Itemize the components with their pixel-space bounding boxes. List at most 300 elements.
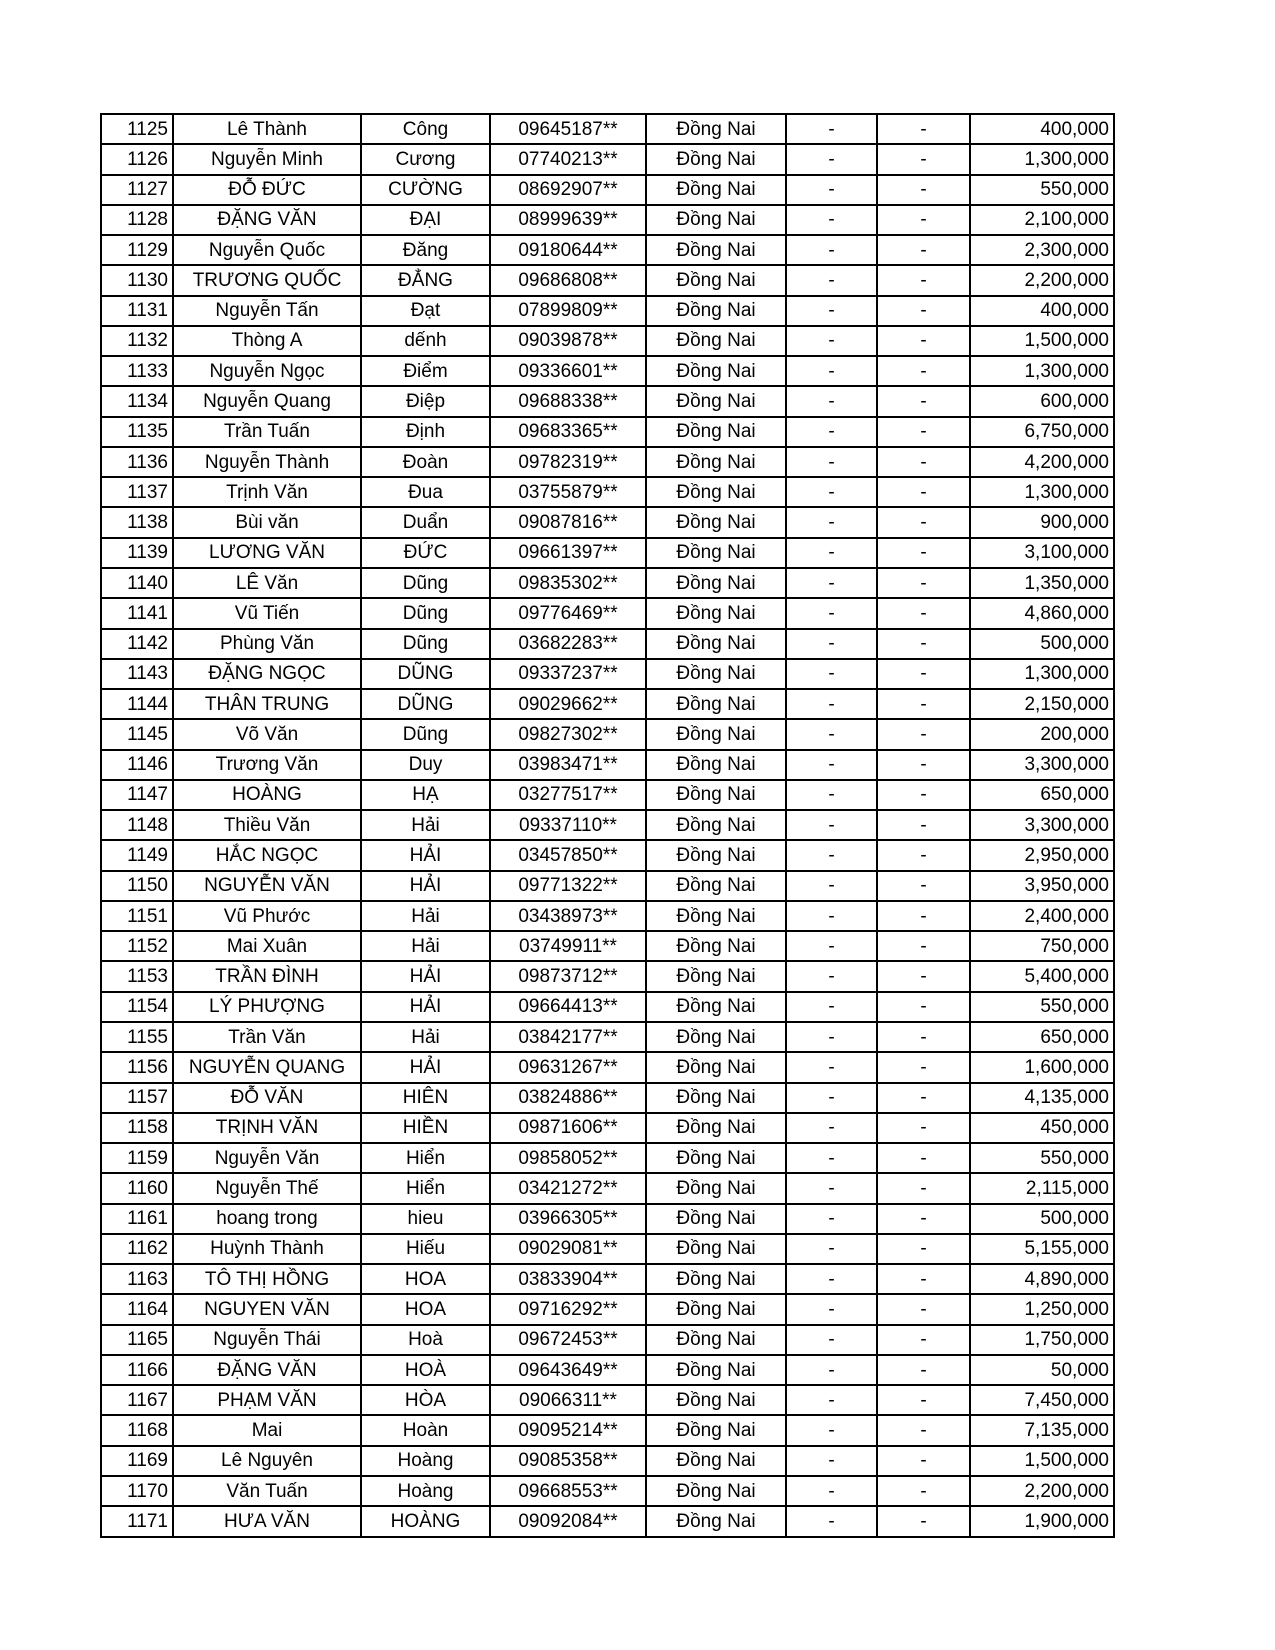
cell-dash-2: - [877, 265, 970, 295]
cell-ten: Duy [361, 750, 490, 780]
cell-province: Đồng Nai [646, 961, 786, 991]
cell-stt: 1149 [101, 840, 173, 870]
table-row [101, 417, 1114, 447]
cell-dash-1: - [786, 1385, 877, 1415]
cell-phone: 09835302** [490, 568, 646, 598]
cell-province: Đồng Nai [646, 296, 786, 326]
cell-dash-1: - [786, 568, 877, 598]
cell-amount: 50,000 [970, 1355, 1114, 1385]
cell-dash-1: - [786, 1113, 877, 1143]
cell-dash-2: - [877, 1385, 970, 1415]
cell-ho-dem: Phùng Văn [173, 629, 361, 659]
cell-province: Đồng Nai [646, 1476, 786, 1506]
cell-amount: 4,860,000 [970, 598, 1114, 628]
cell-stt: 1163 [101, 1264, 173, 1294]
cell-dash-2: - [877, 568, 970, 598]
cell-amount: 500,000 [970, 629, 1114, 659]
cell-ten: dếnh [361, 326, 490, 356]
table-row [101, 1294, 1114, 1324]
cell-province: Đồng Nai [646, 175, 786, 205]
cell-dash-2: - [877, 931, 970, 961]
cell-phone: 03457850** [490, 840, 646, 870]
cell-dash-2: - [877, 175, 970, 205]
cell-stt: 1138 [101, 507, 173, 537]
cell-dash-1: - [786, 961, 877, 991]
table-row [101, 175, 1114, 205]
cell-ten: HIỀN [361, 1113, 490, 1143]
cell-amount: 650,000 [970, 1022, 1114, 1052]
table-row [101, 144, 1114, 174]
cell-ho-dem: HẮC NGỌC [173, 840, 361, 870]
cell-ten: Đua [361, 477, 490, 507]
cell-phone: 09180644** [490, 235, 646, 265]
cell-stt: 1131 [101, 296, 173, 326]
cell-dash-2: - [877, 1355, 970, 1385]
cell-ho-dem: Nguyễn Thành [173, 447, 361, 477]
cell-dash-2: - [877, 901, 970, 931]
cell-dash-2: - [877, 719, 970, 749]
cell-dash-2: - [877, 1173, 970, 1203]
cell-dash-2: - [877, 296, 970, 326]
cell-phone: 09336601** [490, 356, 646, 386]
cell-phone: 09873712** [490, 961, 646, 991]
table-row [101, 1234, 1114, 1264]
cell-ho-dem: Nguyễn Quang [173, 386, 361, 416]
cell-amount: 550,000 [970, 175, 1114, 205]
cell-amount: 1,500,000 [970, 326, 1114, 356]
cell-province: Đồng Nai [646, 1294, 786, 1324]
cell-phone: 09683365** [490, 417, 646, 447]
cell-amount: 550,000 [970, 992, 1114, 1022]
cell-province: Đồng Nai [646, 598, 786, 628]
cell-amount: 2,200,000 [970, 265, 1114, 295]
cell-ten: ĐỨC [361, 538, 490, 568]
cell-dash-1: - [786, 326, 877, 356]
cell-phone: 09095214** [490, 1415, 646, 1445]
cell-phone: 09643649** [490, 1355, 646, 1385]
cell-dash-1: - [786, 1264, 877, 1294]
table-row [101, 296, 1114, 326]
cell-amount: 2,950,000 [970, 840, 1114, 870]
cell-amount: 1,300,000 [970, 144, 1114, 174]
cell-stt: 1170 [101, 1476, 173, 1506]
cell-ten: Hải [361, 931, 490, 961]
cell-ho-dem: Nguyễn Thái [173, 1325, 361, 1355]
cell-ten: HÒA [361, 1385, 490, 1415]
cell-ten: Hoàn [361, 1415, 490, 1445]
cell-ho-dem: HƯA VĂN [173, 1506, 361, 1537]
cell-dash-1: - [786, 1204, 877, 1234]
cell-dash-1: - [786, 1446, 877, 1476]
cell-ho-dem: Huỳnh Thành [173, 1234, 361, 1264]
cell-dash-2: - [877, 1415, 970, 1445]
cell-province: Đồng Nai [646, 1385, 786, 1415]
cell-ho-dem: HOÀNG [173, 780, 361, 810]
cell-ho-dem: NGUYEN VĂN [173, 1294, 361, 1324]
cell-ten: Duẩn [361, 507, 490, 537]
cell-province: Đồng Nai [646, 235, 786, 265]
cell-dash-2: - [877, 205, 970, 235]
cell-amount: 1,300,000 [970, 659, 1114, 689]
table-row [101, 659, 1114, 689]
cell-phone: 09771322** [490, 871, 646, 901]
cell-ten: Dũng [361, 719, 490, 749]
cell-ho-dem: Trịnh Văn [173, 477, 361, 507]
cell-stt: 1146 [101, 750, 173, 780]
cell-ten: Hải [361, 901, 490, 931]
cell-province: Đồng Nai [646, 114, 786, 144]
cell-amount: 550,000 [970, 1143, 1114, 1173]
cell-stt: 1167 [101, 1385, 173, 1415]
cell-stt: 1140 [101, 568, 173, 598]
cell-dash-2: - [877, 1446, 970, 1476]
cell-ho-dem: Mai Xuân [173, 931, 361, 961]
table-row [101, 1173, 1114, 1203]
cell-province: Đồng Nai [646, 144, 786, 174]
cell-dash-2: - [877, 538, 970, 568]
cell-dash-2: - [877, 689, 970, 719]
cell-dash-1: - [786, 265, 877, 295]
cell-dash-1: - [786, 810, 877, 840]
cell-province: Đồng Nai [646, 901, 786, 931]
cell-dash-1: - [786, 507, 877, 537]
cell-stt: 1155 [101, 1022, 173, 1052]
cell-amount: 4,135,000 [970, 1083, 1114, 1113]
cell-dash-2: - [877, 1052, 970, 1082]
cell-stt: 1130 [101, 265, 173, 295]
cell-stt: 1136 [101, 447, 173, 477]
table-row [101, 356, 1114, 386]
cell-stt: 1165 [101, 1325, 173, 1355]
table-row [101, 1506, 1114, 1537]
cell-ten: HẢI [361, 1052, 490, 1082]
cell-phone: 09871606** [490, 1113, 646, 1143]
cell-ho-dem: Trần Tuấn [173, 417, 361, 447]
cell-stt: 1161 [101, 1204, 173, 1234]
cell-phone: 03983471** [490, 750, 646, 780]
cell-amount: 2,150,000 [970, 689, 1114, 719]
cell-province: Đồng Nai [646, 689, 786, 719]
table-row [101, 1143, 1114, 1173]
cell-phone: 09092084** [490, 1506, 646, 1537]
cell-ho-dem: PHẠM VĂN [173, 1385, 361, 1415]
cell-stt: 1132 [101, 326, 173, 356]
cell-ten: Hoà [361, 1325, 490, 1355]
cell-amount: 600,000 [970, 386, 1114, 416]
cell-ten: Định [361, 417, 490, 447]
cell-stt: 1158 [101, 1113, 173, 1143]
cell-dash-2: - [877, 659, 970, 689]
cell-stt: 1129 [101, 235, 173, 265]
cell-province: Đồng Nai [646, 1446, 786, 1476]
cell-amount: 5,155,000 [970, 1234, 1114, 1264]
cell-dash-1: - [786, 659, 877, 689]
cell-dash-2: - [877, 1264, 970, 1294]
cell-amount: 650,000 [970, 780, 1114, 810]
cell-stt: 1151 [101, 901, 173, 931]
cell-province: Đồng Nai [646, 1506, 786, 1537]
table-row [101, 1415, 1114, 1445]
cell-phone: 09782319** [490, 447, 646, 477]
cell-phone: 09664413** [490, 992, 646, 1022]
cell-stt: 1166 [101, 1355, 173, 1385]
cell-stt: 1168 [101, 1415, 173, 1445]
table-row [101, 1476, 1114, 1506]
cell-dash-1: - [786, 144, 877, 174]
table-row [101, 1052, 1114, 1082]
cell-province: Đồng Nai [646, 538, 786, 568]
table-row [101, 538, 1114, 568]
table-row [101, 1113, 1114, 1143]
table-row [101, 901, 1114, 931]
cell-ten: Dũng [361, 629, 490, 659]
cell-dash-2: - [877, 871, 970, 901]
table-row [101, 840, 1114, 870]
cell-dash-1: - [786, 296, 877, 326]
cell-amount: 4,890,000 [970, 1264, 1114, 1294]
cell-phone: 09827302** [490, 719, 646, 749]
cell-amount: 1,300,000 [970, 356, 1114, 386]
cell-amount: 900,000 [970, 507, 1114, 537]
table-row [101, 1385, 1114, 1415]
cell-province: Đồng Nai [646, 386, 786, 416]
table-row [101, 1083, 1114, 1113]
cell-amount: 1,750,000 [970, 1325, 1114, 1355]
cell-phone: 03438973** [490, 901, 646, 931]
cell-dash-2: - [877, 1143, 970, 1173]
cell-dash-1: - [786, 1083, 877, 1113]
cell-dash-2: - [877, 386, 970, 416]
cell-ho-dem: Nguyễn Văn [173, 1143, 361, 1173]
cell-stt: 1125 [101, 114, 173, 144]
cell-ten: Đoàn [361, 447, 490, 477]
cell-province: Đồng Nai [646, 1325, 786, 1355]
cell-dash-1: - [786, 992, 877, 1022]
table-row [101, 780, 1114, 810]
cell-dash-2: - [877, 1083, 970, 1113]
cell-stt: 1143 [101, 659, 173, 689]
cell-dash-1: - [786, 356, 877, 386]
table-row [101, 1264, 1114, 1294]
cell-province: Đồng Nai [646, 205, 786, 235]
cell-ho-dem: ĐẶNG NGỌC [173, 659, 361, 689]
cell-phone: 09776469** [490, 598, 646, 628]
cell-province: Đồng Nai [646, 871, 786, 901]
cell-amount: 1,500,000 [970, 1446, 1114, 1476]
cell-amount: 7,450,000 [970, 1385, 1114, 1415]
cell-ten: Cương [361, 144, 490, 174]
cell-phone: 09631267** [490, 1052, 646, 1082]
cell-ten: HOÀ [361, 1355, 490, 1385]
cell-stt: 1160 [101, 1173, 173, 1203]
cell-dash-2: - [877, 507, 970, 537]
cell-dash-1: - [786, 780, 877, 810]
cell-ho-dem: Nguyễn Ngọc [173, 356, 361, 386]
cell-dash-1: - [786, 477, 877, 507]
cell-stt: 1144 [101, 689, 173, 719]
cell-dash-1: - [786, 719, 877, 749]
cell-ten: HẢI [361, 992, 490, 1022]
cell-phone: 09661397** [490, 538, 646, 568]
cell-stt: 1162 [101, 1234, 173, 1264]
cell-dash-1: - [786, 538, 877, 568]
table-row [101, 931, 1114, 961]
cell-ho-dem: ĐỖ VĂN [173, 1083, 361, 1113]
cell-stt: 1159 [101, 1143, 173, 1173]
cell-amount: 1,250,000 [970, 1294, 1114, 1324]
cell-ten: HOA [361, 1294, 490, 1324]
cell-phone: 03833904** [490, 1264, 646, 1294]
cell-ho-dem: Nguyễn Quốc [173, 235, 361, 265]
cell-province: Đồng Nai [646, 719, 786, 749]
cell-phone: 09085358** [490, 1446, 646, 1476]
cell-phone: 09668553** [490, 1476, 646, 1506]
cell-dash-1: - [786, 1052, 877, 1082]
cell-phone: 03682283** [490, 629, 646, 659]
cell-province: Đồng Nai [646, 568, 786, 598]
cell-dash-2: - [877, 1294, 970, 1324]
cell-ho-dem: Nguyễn Minh [173, 144, 361, 174]
cell-amount: 2,200,000 [970, 1476, 1114, 1506]
cell-province: Đồng Nai [646, 1204, 786, 1234]
cell-stt: 1150 [101, 871, 173, 901]
cell-ten: Dũng [361, 568, 490, 598]
cell-ho-dem: NGUYỄN VĂN [173, 871, 361, 901]
cell-amount: 2,400,000 [970, 901, 1114, 931]
cell-dash-2: - [877, 1476, 970, 1506]
table-row [101, 1355, 1114, 1385]
cell-stt: 1135 [101, 417, 173, 447]
cell-dash-2: - [877, 1325, 970, 1355]
cell-phone: 09858052** [490, 1143, 646, 1173]
cell-dash-1: - [786, 114, 877, 144]
table-row [101, 1446, 1114, 1476]
cell-province: Đồng Nai [646, 507, 786, 537]
cell-dash-1: - [786, 1355, 877, 1385]
cell-ho-dem: Thòng A [173, 326, 361, 356]
cell-amount: 2,100,000 [970, 205, 1114, 235]
cell-dash-2: - [877, 961, 970, 991]
cell-ho-dem: Trần Văn [173, 1022, 361, 1052]
table-row [101, 719, 1114, 749]
cell-phone: 03842177** [490, 1022, 646, 1052]
cell-dash-2: - [877, 750, 970, 780]
cell-stt: 1145 [101, 719, 173, 749]
table-row [101, 689, 1114, 719]
cell-stt: 1156 [101, 1052, 173, 1082]
cell-phone: 03755879** [490, 477, 646, 507]
cell-province: Đồng Nai [646, 1052, 786, 1082]
cell-province: Đồng Nai [646, 477, 786, 507]
cell-ten: Điệp [361, 386, 490, 416]
cell-dash-2: - [877, 235, 970, 265]
cell-phone: 09337110** [490, 810, 646, 840]
cell-ten: DŨNG [361, 689, 490, 719]
table-row [101, 992, 1114, 1022]
cell-amount: 500,000 [970, 1204, 1114, 1234]
cell-ten: Hoàng [361, 1446, 490, 1476]
cell-province: Đồng Nai [646, 1355, 786, 1385]
cell-dash-2: - [877, 810, 970, 840]
cell-amount: 4,200,000 [970, 447, 1114, 477]
cell-stt: 1147 [101, 780, 173, 810]
cell-amount: 200,000 [970, 719, 1114, 749]
cell-phone: 08999639** [490, 205, 646, 235]
cell-stt: 1154 [101, 992, 173, 1022]
cell-dash-1: - [786, 1173, 877, 1203]
cell-phone: 09039878** [490, 326, 646, 356]
cell-ho-dem: Lê Thành [173, 114, 361, 144]
cell-province: Đồng Nai [646, 1022, 786, 1052]
cell-phone: 09029081** [490, 1234, 646, 1264]
cell-ho-dem: LÊ Văn [173, 568, 361, 598]
cell-ho-dem: TRẦN ĐÌNH [173, 961, 361, 991]
cell-ho-dem: TRỊNH VĂN [173, 1113, 361, 1143]
cell-dash-1: - [786, 235, 877, 265]
cell-dash-2: - [877, 144, 970, 174]
table-row [101, 447, 1114, 477]
cell-dash-1: - [786, 629, 877, 659]
cell-phone: 09337237** [490, 659, 646, 689]
cell-ho-dem: Lê Nguyên [173, 1446, 361, 1476]
cell-dash-2: - [877, 114, 970, 144]
cell-stt: 1171 [101, 1506, 173, 1537]
cell-ho-dem: ĐẶNG VĂN [173, 205, 361, 235]
table-row [101, 1325, 1114, 1355]
cell-ten: Hải [361, 810, 490, 840]
cell-ten: Điểm [361, 356, 490, 386]
cell-ho-dem: Võ Văn [173, 719, 361, 749]
cell-province: Đồng Nai [646, 1113, 786, 1143]
cell-ten: HẠ [361, 780, 490, 810]
cell-stt: 1137 [101, 477, 173, 507]
table-body [101, 114, 1114, 1537]
cell-ho-dem: Thiều Văn [173, 810, 361, 840]
cell-stt: 1169 [101, 1446, 173, 1476]
table-row [101, 871, 1114, 901]
cell-dash-1: - [786, 840, 877, 870]
cell-amount: 5,400,000 [970, 961, 1114, 991]
cell-stt: 1152 [101, 931, 173, 961]
cell-ho-dem: TÔ THỊ HỒNG [173, 1264, 361, 1294]
cell-phone: 09645187** [490, 114, 646, 144]
cell-ho-dem: Bùi văn [173, 507, 361, 537]
cell-ho-dem: hoang trong [173, 1204, 361, 1234]
cell-ten: hieu [361, 1204, 490, 1234]
cell-dash-1: - [786, 1022, 877, 1052]
cell-ten: HOA [361, 1264, 490, 1294]
cell-amount: 450,000 [970, 1113, 1114, 1143]
cell-dash-2: - [877, 840, 970, 870]
cell-dash-2: - [877, 780, 970, 810]
table-row [101, 810, 1114, 840]
cell-stt: 1153 [101, 961, 173, 991]
cell-phone: 09688338** [490, 386, 646, 416]
cell-ten: Đạt [361, 296, 490, 326]
cell-amount: 7,135,000 [970, 1415, 1114, 1445]
cell-dash-2: - [877, 598, 970, 628]
cell-dash-1: - [786, 386, 877, 416]
table-row [101, 205, 1114, 235]
cell-dash-2: - [877, 477, 970, 507]
cell-phone: 09029662** [490, 689, 646, 719]
cell-dash-1: - [786, 175, 877, 205]
cell-amount: 400,000 [970, 114, 1114, 144]
cell-amount: 2,115,000 [970, 1173, 1114, 1203]
cell-province: Đồng Nai [646, 1083, 786, 1113]
donors-table [100, 113, 1115, 1538]
cell-ho-dem: Trương Văn [173, 750, 361, 780]
